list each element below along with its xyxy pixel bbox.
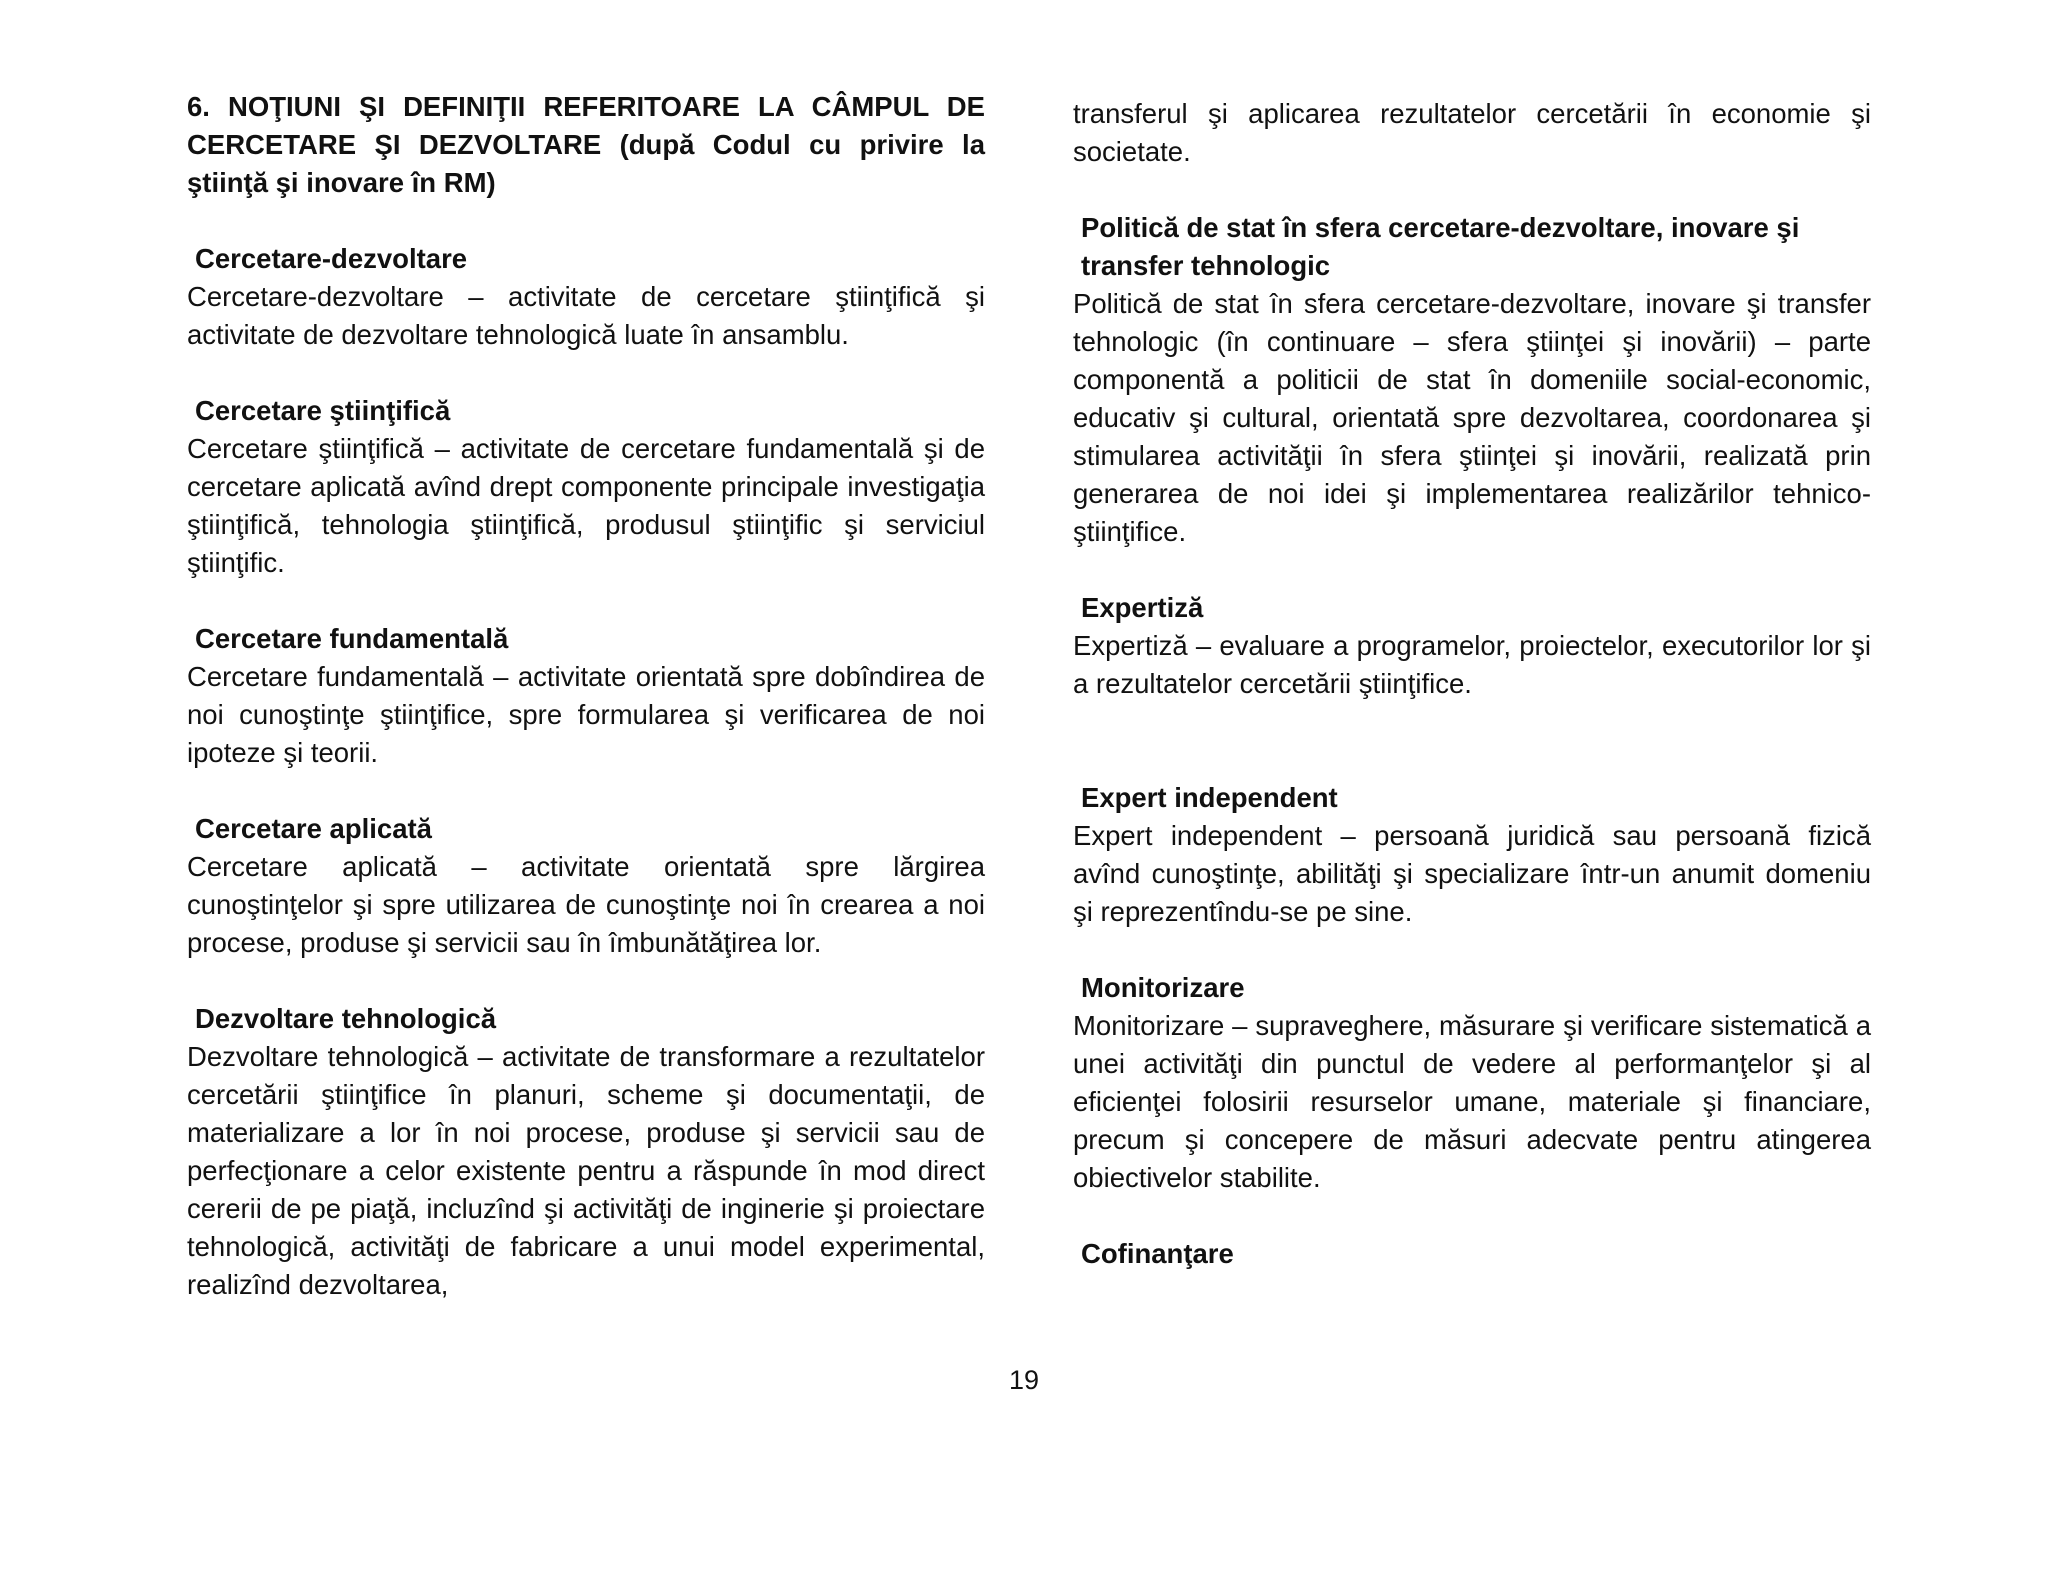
definition-cercetare-fundamentala: Cercetare fundamentală – activitate orientată spre dobîndirea de noi cunoştinţe ştiinţifice, spre formularea şi verificarea de noi ipoteze şi teorii. <box>187 661 985 768</box>
right-column <box>1073 95 1871 1273</box>
definition-dezvoltare-tehnologica: Dezvoltare tehnologică – activitate de transformare a rezultatelor cercetării ştiinţifice în planuri, scheme şi documentaţii, de materializare a lor în noi procese, produse şi servicii sau de perfecţionare a celor existente pentru a răspunde în mod direct cererii de pe piaţă, incluzînd şi activităţi de inginerie şi proiectare tehnologică, activităţi de fabricare a unui model experimental, realizînd dezvoltarea, <box>187 1041 985 1300</box>
definition-cercetare-aplicata: Cercetare aplicată – activitate orientată spre lărgirea cunoştinţelor şi spre utilizarea de cunoştinţe noi în crearea a noi procese, produse şi servicii sau în îmbunătăţirea lor. <box>187 851 985 958</box>
term-cercetare-stiintifica: Cercetare ştiinţifică <box>195 395 451 426</box>
section-title: 6. NOŢIUNI ŞI DEFINIŢII REFERITOARE LA CÂMPUL DE CERCETARE ŞI DEZVOLTARE (după Codul cu privire la ştiinţă şi inovare în RM) <box>187 91 985 198</box>
term-dezvoltare-tehnologica: Dezvoltare tehnologică <box>195 1003 497 1034</box>
term-monitorizare: Monitorizare <box>1081 972 1245 1003</box>
definition-expertiza: Expertiză – evaluare a programelor, proiectelor, executorilor lor şi a rezultatelor cercetării ştiinţifice. <box>1073 630 1871 699</box>
continued-text: transferul şi aplicarea rezultatelor cercetării în economie şi societate. <box>1073 98 1871 167</box>
definition-cercetare-stiintifica: Cercetare ştiinţifică – activitate de cercetare fundamentală şi de cercetare aplicată avînd drept componente principale investigaţia ştiinţifică, tehnologia ştiinţifică, produsul ştiinţific şi serviciul ştiinţific. <box>187 433 985 578</box>
page-number: 19 <box>1008 1365 1040 1395</box>
definition-expert-independent: Expert independent – persoană juridică sau persoană fizică avînd cunoştinţe, abilităţi şi specializare într-un anumit domeniu şi reprezentîndu-se pe sine. <box>1073 820 1871 927</box>
term-politica-de-stat: Politică de stat în sfera cercetare-dezvoltare, inovare şi transfer tehnologic <box>1081 212 1800 281</box>
definition-politica-de-stat: Politică de stat în sfera cercetare-dezvoltare, inovare şi transfer tehnologic (în continuare – sfera ştiinţei şi inovării) – parte componentă a politicii de stat în domeniile social-economic, educativ şi cultural, orientată spre dezvoltarea, coordonarea şi stimularea activităţii în sfera ştiinţei şi inovării, realizată prin generarea de noi idei şi implementarea realizărilor tehnico-ştiinţifice. <box>1073 288 1871 547</box>
left-column <box>187 88 985 1304</box>
definition-monitorizare: Monitorizare – supraveghere, măsurare şi verificare sistematică a unei activităţi din punctul de vedere al performanţelor şi al eficienţei folosirii resurselor umane, materiale şi financiare, precum şi concepere de măsuri adecvate pentru atingerea obiectivelor stabilite. <box>1073 1010 1871 1193</box>
term-cercetare-dezvoltare: Cercetare-dezvoltare <box>195 243 468 274</box>
term-cercetare-aplicata: Cercetare aplicată <box>195 813 432 844</box>
definition-cercetare-dezvoltare: Cercetare-dezvoltare – activitate de cercetare ştiinţifică şi activitate de dezvoltare tehnologică luate în ansamblu. <box>187 281 985 350</box>
blank-gap <box>1073 703 1871 779</box>
term-expert-independent: Expert independent <box>1081 782 1338 813</box>
term-cercetare-fundamentala: Cercetare fundamentală <box>195 623 509 654</box>
term-cofinantare: Cofinanţare <box>1081 1238 1234 1269</box>
term-expertiza: Expertiză <box>1081 592 1204 623</box>
